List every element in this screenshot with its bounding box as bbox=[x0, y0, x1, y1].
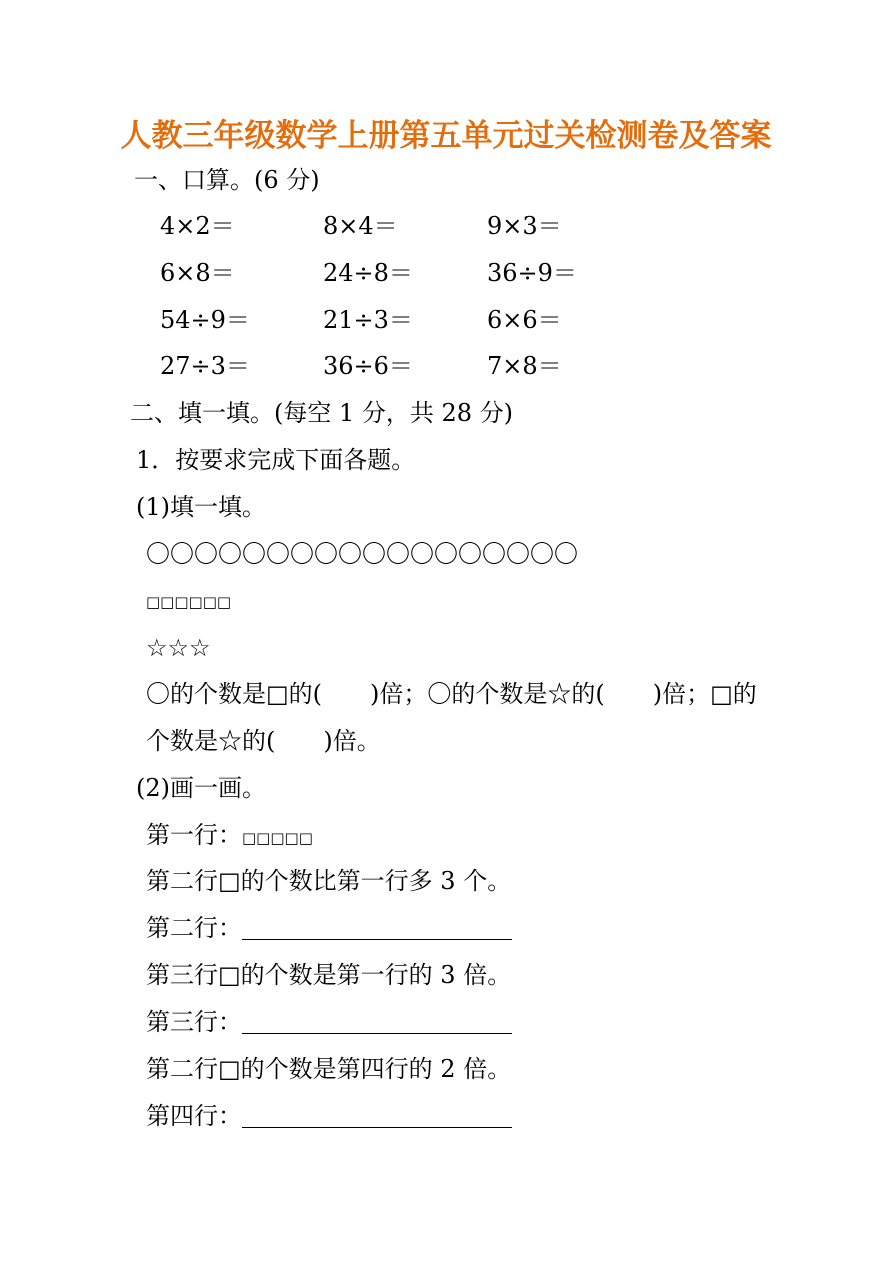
row3-hint: 第三行□的个数是第一行的 3 倍。 bbox=[146, 961, 512, 989]
question-1: 1．按要求完成下面各题。 bbox=[136, 446, 416, 474]
row1-squares: □□□□□ bbox=[242, 829, 313, 847]
row3-answer-blank[interactable] bbox=[242, 1011, 512, 1034]
calc-item: 27÷3＝ bbox=[160, 352, 250, 380]
calc-item: 21÷3＝ bbox=[323, 306, 413, 334]
section2-heading: 二、填一填。(每空 1 分，共 28 分) bbox=[130, 399, 514, 427]
calc-item: 4×2＝ bbox=[160, 212, 235, 240]
calc-item: 54÷9＝ bbox=[160, 306, 250, 334]
circles-row: 〇〇〇〇〇〇〇〇〇〇〇〇〇〇〇〇〇〇 bbox=[146, 540, 578, 568]
calc-item: 8×4＝ bbox=[323, 212, 398, 240]
row1-line bbox=[146, 819, 313, 854]
row1-label: 第一行： bbox=[146, 821, 242, 849]
row2-hint: 第二行□的个数比第一行多 3 个。 bbox=[146, 867, 512, 895]
squares-row: □□□□□□ bbox=[146, 593, 232, 611]
calc-item: 9×3＝ bbox=[487, 212, 562, 240]
row2-label: 第二行： bbox=[146, 914, 242, 942]
calc-item: 36÷6＝ bbox=[323, 352, 413, 380]
fill-sentence-b: 个数是☆的( )倍。 bbox=[146, 727, 381, 755]
row3-label: 第三行： bbox=[146, 1008, 242, 1036]
section1-heading: 一、口算。(6 分) bbox=[134, 166, 320, 194]
calc-item: 6×8＝ bbox=[160, 259, 235, 287]
calc-item: 6×6＝ bbox=[487, 306, 562, 334]
row4-label: 第四行： bbox=[146, 1102, 242, 1130]
calc-item: 36÷9＝ bbox=[487, 259, 577, 287]
row2-line bbox=[146, 912, 512, 944]
row3-line bbox=[146, 1006, 512, 1038]
calc-item: 7×8＝ bbox=[487, 352, 562, 380]
part1-label: (1)填一填。 bbox=[136, 493, 266, 521]
page-title: 人教三年级数学上册第五单元过关检测卷及答案 bbox=[120, 118, 772, 154]
row4-hint: 第二行□的个数是第四行的 2 倍。 bbox=[146, 1055, 512, 1083]
row4-line bbox=[146, 1100, 512, 1132]
row2-answer-blank[interactable] bbox=[242, 917, 512, 940]
stars-row: ☆☆☆ bbox=[146, 634, 211, 662]
calc-item: 24÷8＝ bbox=[323, 259, 413, 287]
part2-label: (2)画一画。 bbox=[136, 774, 266, 802]
fill-sentence-a: 〇的个数是□的( )倍；〇的个数是☆的( )倍；□的 bbox=[146, 680, 757, 708]
row4-answer-blank[interactable] bbox=[242, 1105, 512, 1128]
